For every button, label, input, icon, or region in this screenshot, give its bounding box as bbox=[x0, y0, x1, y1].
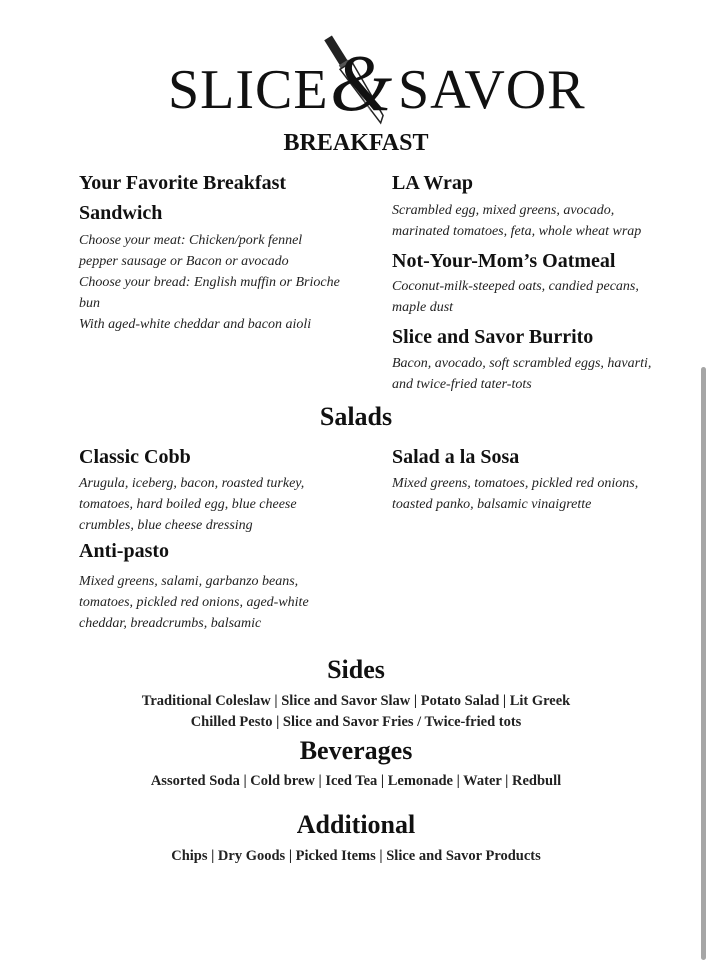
beverages-list bbox=[0, 771, 712, 792]
desc-line: and twice-fried tater-tots bbox=[392, 377, 532, 392]
desc-line: crumbles, blue cheese dressing bbox=[79, 518, 253, 533]
item-title: Not-Your-Mom’s Oatmeal bbox=[392, 250, 616, 272]
item-title bbox=[79, 168, 286, 228]
scrollbar[interactable] bbox=[701, 367, 706, 960]
desc-line: pepper sausage or Bacon or avocado bbox=[79, 254, 289, 269]
item-description bbox=[79, 571, 309, 634]
list-line: Chilled Pesto | Slice and Savor Fries / Twice-fried tots bbox=[190, 714, 522, 730]
sides-list bbox=[0, 691, 712, 733]
logo-slice: SLICE bbox=[168, 59, 329, 121]
sides-heading: Sides bbox=[327, 655, 385, 684]
breakfast-heading: BREAKFAST bbox=[283, 130, 429, 156]
logo-ampersand: & bbox=[330, 40, 394, 128]
beverages-heading: Beverages bbox=[299, 736, 413, 765]
desc-line: Coconut-milk-steeped oats, candied pecans, bbox=[392, 279, 639, 294]
list-line: Assorted Soda | Cold brew | Iced Tea | Lemonade | Water | Redbull bbox=[150, 773, 562, 789]
list-line: Chips | Dry Goods | Picked Items | Slice and Savor Products bbox=[171, 848, 541, 864]
item-title: Salad a la Sosa bbox=[392, 446, 520, 468]
item-description bbox=[392, 473, 638, 515]
additional-list bbox=[0, 846, 712, 867]
desc-line: marinated tomatoes, feta, whole wheat wrap bbox=[392, 224, 642, 239]
additional-heading: Additional bbox=[296, 810, 416, 839]
item-description bbox=[79, 230, 340, 335]
logo bbox=[0, 30, 712, 128]
item-description bbox=[392, 200, 641, 242]
desc-line: tomatoes, pickled red onions, aged-white bbox=[79, 595, 309, 610]
desc-line: Choose your meat: Chicken/pork fennel bbox=[79, 233, 303, 248]
item-title: Slice and Savor Burrito bbox=[392, 326, 594, 348]
desc-line: With aged-white cheddar and bacon aioli bbox=[79, 317, 312, 332]
item-description bbox=[392, 353, 651, 395]
item-description bbox=[392, 276, 639, 318]
item-title: LA Wrap bbox=[392, 172, 473, 194]
desc-line: Bacon, avocado, soft scrambled eggs, havarti, bbox=[392, 356, 652, 371]
salads-heading: Salads bbox=[319, 402, 393, 431]
desc-line: Choose your bread: English muffin or Brioche bbox=[79, 275, 340, 290]
desc-line: cheddar, breadcrumbs, balsamic bbox=[79, 616, 262, 631]
item-title: Classic Cobb bbox=[79, 446, 191, 468]
desc-line: toasted panko, balsamic vinaigrette bbox=[392, 497, 592, 512]
desc-line: Scrambled egg, mixed greens, avocado, bbox=[392, 203, 615, 218]
desc-line: Arugula, iceberg, bacon, roasted turkey, bbox=[79, 476, 305, 491]
item-title: Anti-pasto bbox=[79, 540, 170, 562]
item-description bbox=[79, 473, 304, 536]
desc-line: Mixed greens, salami, garbanzo beans, bbox=[79, 574, 299, 589]
list-line: Traditional Coleslaw | Slice and Savor Slaw | Potato Salad | Lit Greek bbox=[141, 693, 571, 709]
item-title-line: Sandwich bbox=[79, 202, 163, 224]
item-title-line: Your Favorite Breakfast bbox=[79, 172, 287, 194]
logo-savor: SAVOR bbox=[398, 59, 586, 121]
desc-line: bun bbox=[79, 296, 100, 311]
desc-line: tomatoes, hard boiled egg, blue cheese bbox=[79, 497, 297, 512]
desc-line: maple dust bbox=[392, 300, 454, 315]
desc-line: Mixed greens, tomatoes, pickled red onions, bbox=[392, 476, 639, 491]
